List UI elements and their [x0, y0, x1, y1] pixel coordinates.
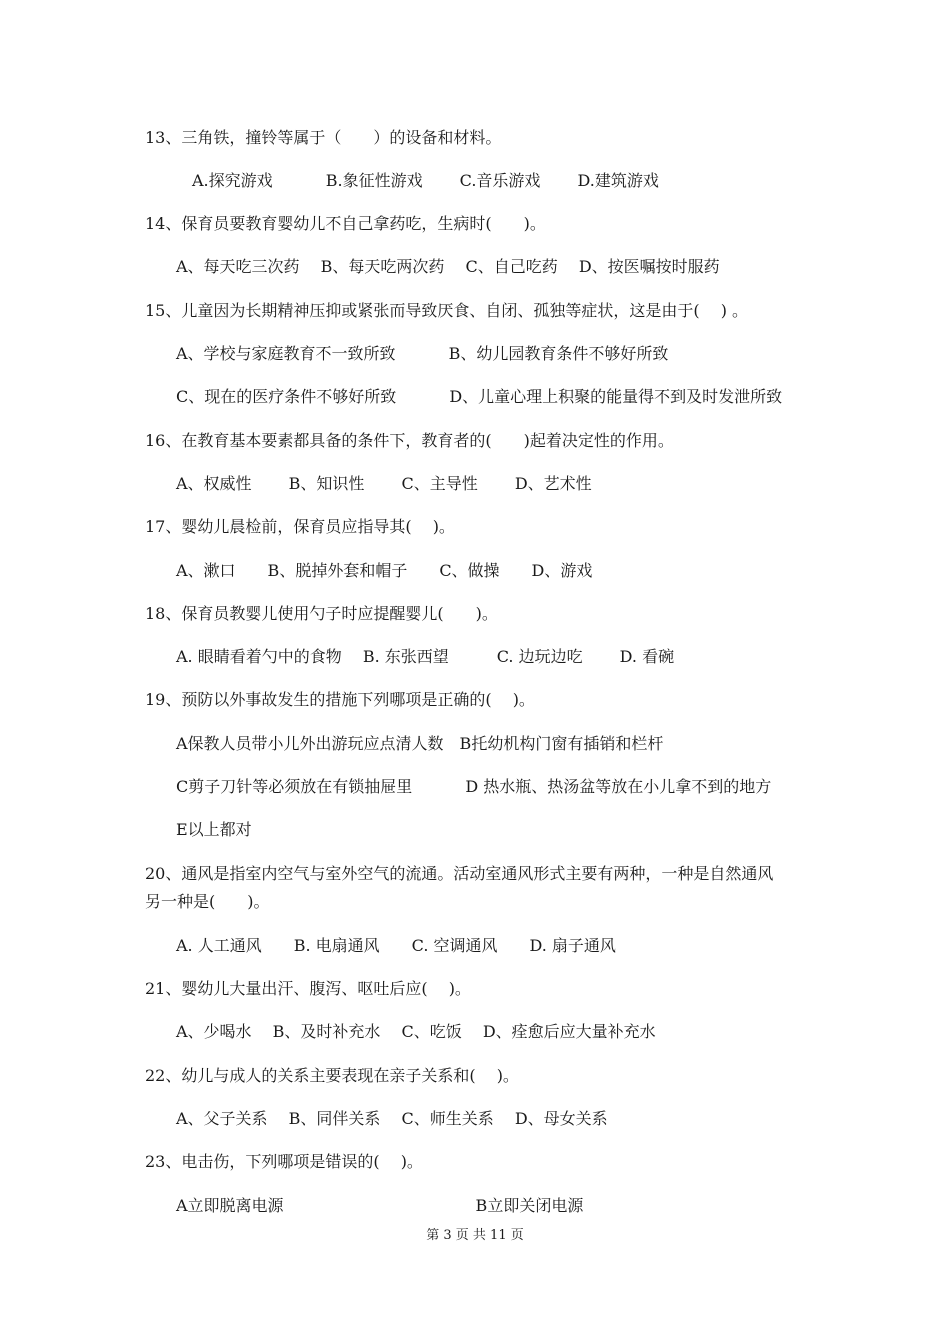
question-stem: 22、幼儿与成人的关系主要表现在亲子关系和( )。: [145, 1066, 519, 1085]
question-stem: 18、保育员教婴儿使用勺子时应提醒婴儿( )。: [145, 604, 498, 623]
answer-options: C剪子刀针等必须放在有锁抽屉里 D 热水瓶、热汤盆等放在小儿拿不到的地方: [176, 777, 772, 796]
question-stem: 13、三角铁，撞铃等属于（ ）的设备和材料。: [145, 128, 502, 147]
question-stem: 21、婴幼儿大量出汗、腹泻、呕吐后应( )。: [145, 979, 471, 998]
answer-options: A. 眼睛看着勺中的食物 B. 东张西望 C. 边玩边吃 D. 看碗: [176, 647, 675, 666]
answer-options: A、漱口 B、脱掉外套和帽子 C、做操 D、游戏: [176, 561, 593, 580]
question-stem: 15、儿童因为长期精神压抑或紧张而导致厌食、自闭、孤独等症状，这是由于( ) 。: [145, 301, 749, 320]
question-stem: 19、预防以外事故发生的措施下列哪项是正确的( )。: [145, 690, 535, 709]
answer-options: A保教人员带小儿外出游玩应点清人数 B托幼机构门窗有插销和栏杆: [176, 734, 664, 753]
answer-options: A. 人工通风 B. 电扇通风 C. 空调通风 D. 扇子通风: [176, 936, 616, 955]
question-stem: 16、在教育基本要素都具备的条件下，教育者的( )起着决定性的作用。: [145, 431, 674, 450]
answer-options: A、学校与家庭教育不一致所致 B、幼儿园教育条件不够好所致: [176, 344, 669, 363]
question-stem: 20、通风是指室内空气与室外空气的流通。活动室通风形式主要有两种，一种是自然通风: [145, 864, 774, 883]
answer-options: C、现在的医疗条件不够好所致 D、儿童心理上积聚的能量得不到及时发泄所致: [176, 387, 783, 406]
answer-options: A、父子关系 B、同伴关系 C、师生关系 D、母女关系: [176, 1109, 608, 1128]
question-stem: 另一种是( )。: [145, 892, 270, 911]
answer-options: A、每天吃三次药 B、每天吃两次药 C、自己吃药 D、按医嘱按时服药: [176, 257, 720, 276]
answer-options: A立即脱离电源 B立即关闭电源: [176, 1196, 584, 1215]
question-stem: 14、保育员要教育婴幼儿不自己拿药吃，生病时( )。: [145, 214, 546, 233]
answer-options: E以上都对: [176, 820, 252, 839]
question-stem: 17、婴幼儿晨检前，保育员应指导其( )。: [145, 517, 455, 536]
page-footer: 第 3 页 共 11 页: [426, 1228, 524, 1243]
answer-options: A、少喝水 B、及时补充水 C、吃饭 D、痊愈后应大量补充水: [176, 1022, 656, 1041]
question-stem: 23、电击伤，下列哪项是错误的( )。: [145, 1152, 423, 1171]
answer-options: A、权威性 B、知识性 C、主导性 D、艺术性: [176, 474, 592, 493]
answer-options: A.探究游戏 B.象征性游戏 C.音乐游戏 D.建筑游戏: [176, 171, 659, 190]
